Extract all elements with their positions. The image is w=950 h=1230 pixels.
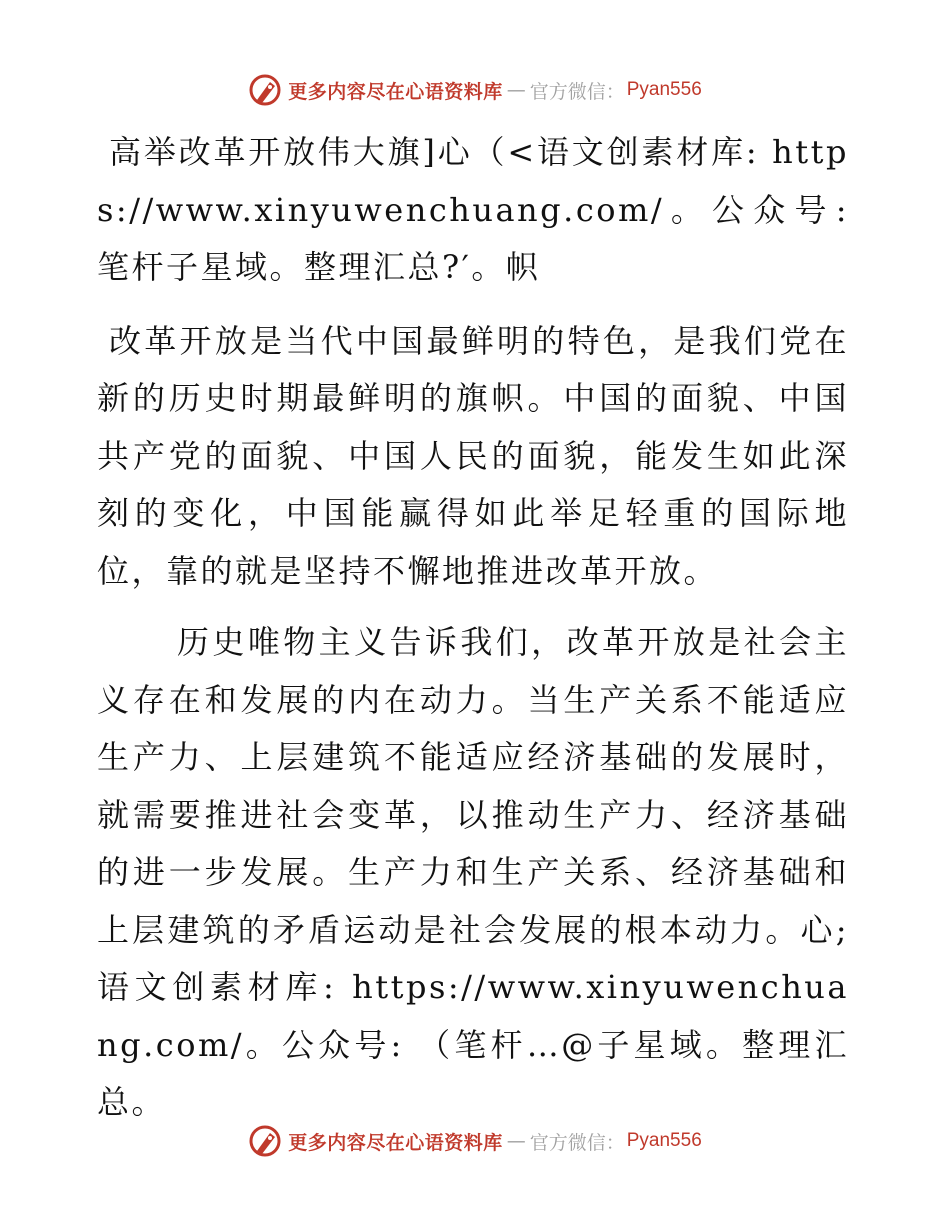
paragraph-title: 高举改革开放伟大旗]心（<语文创素材库: https://www.xinyuwenchuang.com/。公众号: 笔杆子星域。整理汇总?′。帜 (97, 133, 849, 286)
document-body (97, 124, 849, 1132)
banner-main-text: 更多内容尽在心语资料库 (288, 80, 503, 103)
banner-wechat-label: 官方微信： (529, 80, 625, 103)
pen-logo-icon (248, 73, 282, 107)
banner-wechat-id: Pyan556 (626, 1130, 702, 1151)
paragraph: 历史唯物主义告诉我们，改革开放是社会主义存在和发展的内在动力。当生产关系不能适应生产力、上层建筑不能适应经济基础的发展时，就需要推进社会变革，以推动生产力、经济基础的进一步发展。生产力和生产关系、经济基础和上层建筑的矛盾运动是社会发展的根本动力。心;语文创素材库: https://www.xinyuwenchuang.com/。公众号: （笔杆…@子星域。整理汇总。 (97, 623, 849, 1121)
banner-separator: — (506, 79, 526, 101)
footer-banner (0, 1121, 950, 1161)
banner-separator: — (506, 1130, 526, 1152)
pen-logo-icon (248, 1124, 282, 1158)
banner-wechat-label: 官方微信： (529, 1131, 625, 1154)
banner-wechat-id: Pyan556 (626, 79, 702, 100)
header-banner (0, 70, 950, 110)
paragraph: 改革开放是当代中国最鲜明的特色，是我们党在新的历史时期最鲜明的旗帜。中国的面貌、中国共产党的面貌、中国人民的面貌，能发生如此深刻的变化，中国能赢得如此举足轻重的国际地位，靠的就是坚持不懈地推进改革开放。 (97, 321, 849, 590)
banner-main-text: 更多内容尽在心语资料库 (288, 1131, 503, 1154)
